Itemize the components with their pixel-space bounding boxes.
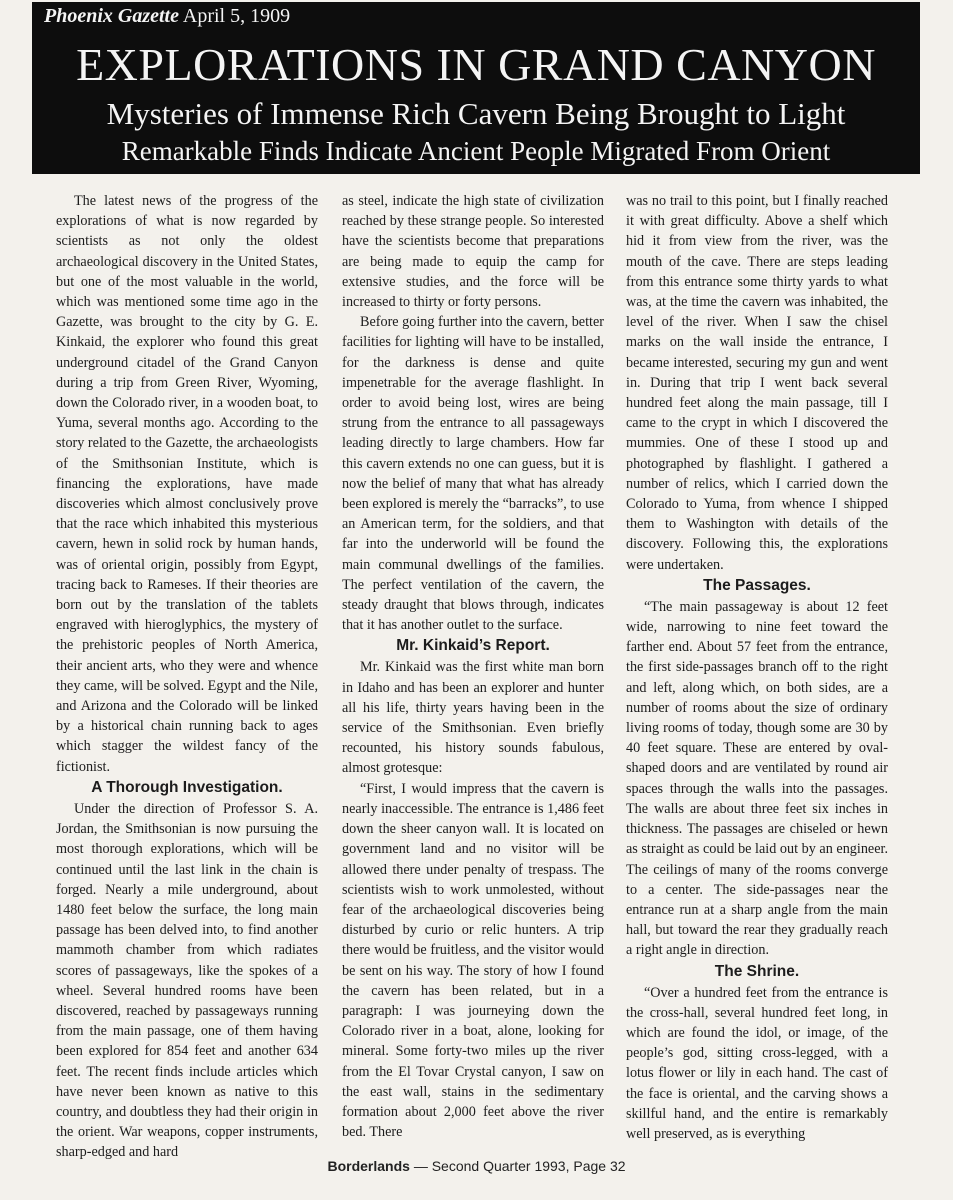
- page-footer: [0, 1158, 953, 1174]
- paragraph: Before going further into the cavern, better facilities for lighting will have to be installed, for the darkness is dense and quite impenetrable for the average flashlight. In order to avoid being lost, wires are being strung from the entrance to all passageways leading directly to large chambers. How far this cavern extends no one can guess, but it is now the belief of many that what has already been explored is merely the “barracks”, to use an American term, for the soldiers, and that far into the underworld will be found the main communal dwellings of the families. The perfect ventilation of the cavern, the steady draught that blows through, indicates that it has another outlet to the surface.: [342, 314, 604, 634]
- magazine-name: Borderlands: [327, 1158, 410, 1174]
- paragraph: Mr. Kinkaid was the first white man born in Idaho and has been an explorer and hunter all his life, thirty years having been in the service of the Smithsonian. Even briefly recounted, his history sounds fabulous, almost grotesque:: [342, 659, 604, 777]
- publication-name: Phoenix Gazette: [44, 5, 179, 27]
- section-heading: Mr. Kinkaid’s Report.: [396, 637, 550, 655]
- subheadline-1: Mysteries of Immense Rich Cavern Being Brought to Light: [106, 96, 846, 131]
- headline-banner: [32, 2, 920, 174]
- paragraph: Under the direction of Professor S. A. Jordan, the Smithsonian is now pursuing the most thorough explorations, which will be continued until the last link in the chain is forged. Nearly a mile underground, about 1480 feet below the surface, the long main passage has been delved into, to find another mammoth chamber from which radiates scores of passageways, like the spokes of a wheel. Several hundred rooms have been discovered, reached by passageways running from the main passage, one of them having been explored for 854 feet and another 634 feet. The recent finds include articles which have never been known as native to this country, and doubtless they had their origin in the orient. War weapons, copper instruments, sharp-edged and hard: [56, 800, 318, 1161]
- article-column-3: [626, 191, 888, 1144]
- article-column-2: [342, 191, 604, 1142]
- paragraph: “Over a hundred feet from the entrance is the cross-hall, several hundred feet long, in which are found the idol, or image, of the people’s god, sitting cross-legged, with a lotus flower or lily in each hand. The cast of the face is oriental, and the carving shows a skillful hand, and the entire is remarkably well preserved, as is everything: [626, 984, 888, 1142]
- section-heading: The Passages.: [703, 576, 811, 594]
- paragraph: The latest news of the progress of the explorations of what is now regarded by scientists as not only the oldest archaeological discovery in the United States, but one of the most valuable in the world, which was mentioned some time ago in the Gazette, was brought to the city by G. E. Kinkaid, the explorer who found this great underground citadel of the Grand Canyon during a trip from Green River, Wyoming, down the Colorado river, in a wooden boat, to Yuma, several months ago. According to the story related to the Gazette, the archaeologists of the Smithsonian Institute, which is financing the explorations, have made discoveries which almost conclusively prove that the race which inhabited this mysterious cavern, hewn in solid rock by human hands, was of oriental origin, possibly from Egypt, tracing back to Rameses. If their theories are born out by the translation of the tablets engraved with hieroglyphics, the mystery of the prehistoric peoples of North America, their ancient arts, who they were and whence they came, will be solved. Egypt and the Nile, and Arizona and the Colorado will be linked by a historical chain running back to ages which stagger the wildest fancy of the fictionist.: [56, 193, 319, 775]
- section-heading: The Shrine.: [714, 962, 800, 980]
- dateline: [44, 5, 290, 28]
- headline: EXPLORATIONS IN GRAND CANYON: [76, 39, 876, 90]
- subheadline-2: Remarkable Finds Indicate Ancient People Migrated From Orient: [121, 136, 831, 166]
- section-heading: A Thorough Investigation.: [91, 778, 283, 796]
- paragraph: as steel, indicate the high state of civilization reached by these strange people. So interested have the scientists become that preparations are being made to equip the camp for extensive studies, and the force will be increased to thirty or forty persons.: [342, 193, 604, 311]
- issue-info: — Second Quarter 1993, Page 32: [409, 1158, 626, 1174]
- publication-date: April 5, 1909: [179, 5, 291, 27]
- article-column-1: [56, 191, 318, 1163]
- paragraph: “First, I would impress that the cavern is nearly inaccessible. The entrance is 1,486 feet down the sheer canyon wall. It is located on government land and no visitor will be allowed there under penalty of trespass. The scientists wish to work unmolested, without fear of the archaeological discoveries being disturbed by curio or relic hunters. A trip there would be fruitless, and the visitor would be sent on his way. The story of how I found the cavern has been related, but in a paragraph: I was journeying down the Colorado river in a boat, alone, looking for mineral. Some forty-two miles up the river from the El Tovar Crystal canyon, I saw on the east wall, stains in the sedimentary formation about 2,000 feet above the river bed. There: [342, 780, 604, 1141]
- paragraph: was no trail to this point, but I finally reached it with great difficulty. Above a shelf which hid it from view from the river, was the mouth of the cave. There are steps leading from this entrance some thirty yards to what was, at the time the cavern was inhabited, the level of the river. When I saw the chisel marks on the wall inside the entrance, I became interested, securing my gun and went in. During that trip I went back several hundred feet along the main passage, till I came to the crypt in which I discovered the mummies. One of these I stood up and photographed by flashlight. I gathered a number of relics, which I carried down the Colorado to Yuma, from whence I shipped them to Washington with details of the discovery. Following this, the explorations were undertaken.: [626, 193, 888, 573]
- paragraph: “The main passageway is about 12 feet wide, narrowing to nine feet toward the farther end. About 57 feet from the entrance, the first side-passages branch off to the right and left, along which, on both sides, are a number of rooms about the size of ordinary living rooms of today, though some are 30 by 40 feet square. These are entered by oval-shaped doors and are ventilated by round air spaces through the walls into the passages. The walls are about three feet six inches in thickness. The passages are chiseled or hewn as straight as could be laid out by an engineer. The ceilings of many of the rooms converge to a center. The side-passages near the entrance run at a sharp angle from the main hall, but toward the rear they gradually reach a right angle in direction.: [626, 598, 888, 959]
